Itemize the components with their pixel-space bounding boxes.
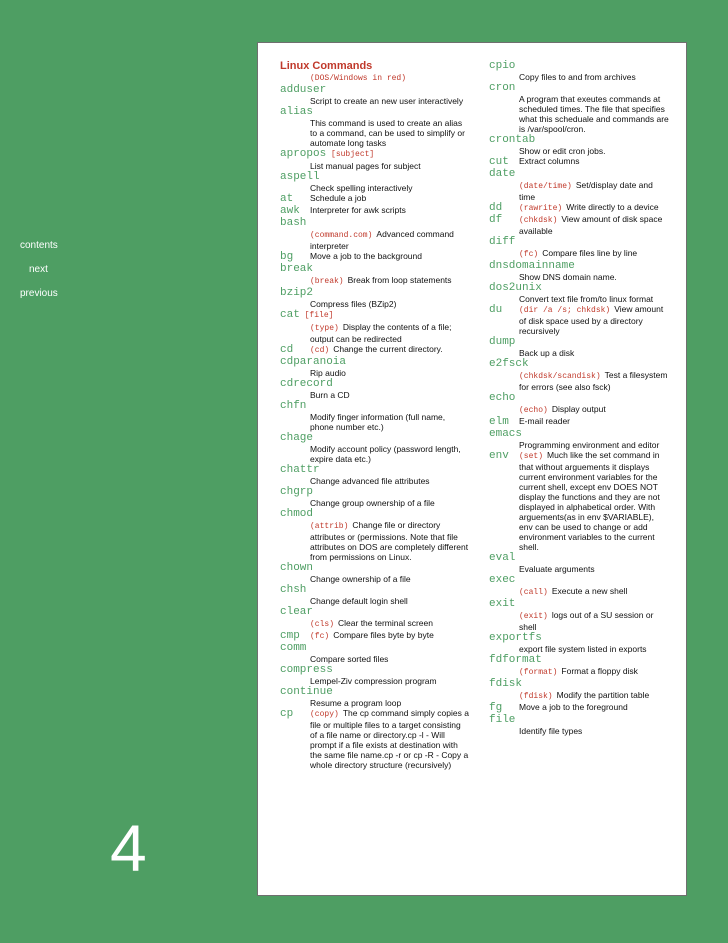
description-text: Write directly to a device [566,202,659,212]
command-name: chown [280,562,314,574]
command-entry [280,263,470,287]
command-name: apropos [subject] [280,148,375,160]
command-description [519,202,659,214]
command-name: chage [280,432,314,444]
command-name: file [489,714,516,726]
command-entry [489,358,669,392]
command-entry [489,632,669,654]
command-description [519,146,669,156]
command-entry [280,400,470,432]
command-entry [280,630,470,642]
command-description [310,161,470,171]
command-entry [489,598,669,632]
description-text: Convert text file from/to linux format [519,294,654,304]
command-description [519,72,669,82]
command-entry [280,508,470,562]
command-entry [489,260,669,282]
description-text: Identify file types [519,726,583,736]
command-name: bash [280,217,307,229]
command-description [310,251,422,261]
description-text: Change default login shell [310,596,408,606]
dos-equivalent: (echo) [519,406,548,415]
command-sheet [257,42,687,896]
description-text: Script to create an new user interactively [310,96,464,106]
command-description [310,193,366,203]
command-name: crontab [489,134,536,146]
description-text: Show DNS domain name. [519,272,617,282]
description-text: Rip audio [310,368,346,378]
command-description [310,96,470,106]
description-text: Modify finger information (full name, phone number etc.) [310,412,446,432]
command-description [310,596,470,606]
command-description [310,275,470,287]
page-number: 4 [110,811,147,885]
command-entry [489,654,669,678]
description-text: Burn a CD [310,390,350,400]
description-text: Compress files (BZip2) [310,299,397,309]
command-name: alias [280,106,314,118]
command-description [310,205,406,215]
command-name: dump [489,336,516,348]
command-description [519,294,669,304]
command-entry [280,356,470,378]
command-description [519,644,669,654]
description-text: Schedule a job [310,193,367,203]
command-description [310,698,470,708]
command-name: e2fsck [489,358,529,370]
command-name: chattr [280,464,320,476]
command-name: continue [280,686,333,698]
command-name: at [280,193,294,205]
command-name: env [489,450,509,462]
command-description [519,702,628,712]
command-description [310,444,470,464]
command-name: elm [489,416,509,428]
command-entry [280,309,470,344]
description-text: Set/display date and time [519,180,653,202]
command-name: dos2unix [489,282,542,294]
command-entry [280,148,470,171]
command-name: fg [489,702,503,714]
description-text: Move a job to the foreground [519,702,628,712]
description-text: Change ownership of a file [310,574,411,584]
command-name: emacs [489,428,523,440]
command-description [519,348,669,358]
command-description [519,564,669,574]
command-entry [489,60,669,82]
command-name: chgrp [280,486,314,498]
command-entry [489,678,669,702]
command-name: aspell [280,171,320,183]
command-description [310,322,470,344]
command-description [310,676,470,686]
description-text: Execute a new shell [551,586,628,596]
command-description [310,618,470,630]
command-description [310,229,470,251]
command-name: df [489,214,503,226]
command-entry [280,344,470,356]
dos-equivalent: (cls) [310,620,335,629]
description-text: Back up a disk [519,348,575,358]
command-description [519,272,669,282]
command-name: cut [489,156,509,168]
command-parameter: [subject] [326,150,375,159]
command-name: bg [280,251,294,263]
description-text: Move a job to the background [310,251,422,261]
dos-equivalent: (type) [310,324,339,333]
command-name: cron [489,82,516,94]
command-description [519,404,669,416]
description-text: Test a filesystem for errors (see also fsck) [519,370,668,392]
command-description [310,299,470,309]
command-entry [489,156,669,168]
right-column [489,60,669,736]
command-name: fdformat [489,654,542,666]
command-description [519,416,570,426]
command-parameter: [file] [299,311,334,320]
command-name: cat [file] [280,309,334,321]
description-text: Change file or directory attributes or (permissions. Note that file attributes on DOS are completely different from permissions on Linux. [310,520,469,562]
command-entry [489,82,669,134]
command-name: cpio [489,60,516,72]
command-description [519,248,669,260]
command-entry [489,282,669,304]
command-entry [489,450,669,552]
command-description [519,666,669,678]
command-name: awk [280,205,300,217]
description-text: Programming environment and editor [519,440,660,450]
dos-equivalent: (break) [310,277,344,286]
command-entry [280,171,470,193]
command-name: exit [489,598,516,610]
command-description [310,412,470,432]
command-name: diff [489,236,516,248]
command-entry [489,702,669,714]
description-text: Lempel-Ziv compression program [310,676,437,686]
description-text: Interpreter for awk scripts [310,205,406,215]
description-text: Compare sorted files [310,654,389,664]
command-entry [280,464,470,486]
command-entry [280,193,470,205]
dos-equivalent: (call) [519,588,548,597]
command-description [310,708,470,770]
description-text: Format a floppy disk [561,666,638,676]
dos-equivalent: (rawrite) [519,204,563,213]
command-name: break [280,263,314,275]
command-name: cp [280,708,294,720]
command-entry [489,134,669,156]
command-entry [489,236,669,260]
command-entry [280,378,470,400]
command-description [519,690,669,702]
command-entry [280,205,470,217]
command-entry [489,574,669,598]
command-entry [280,584,470,606]
description-text: Evaluate arguments [519,564,595,574]
command-entry [280,486,470,508]
description-text: Display the contents of a file; output can be redirected [310,322,452,344]
command-name: compress [280,664,333,676]
description-text: export file system listed in exports [519,644,647,654]
command-name: cmp [280,630,300,642]
description-text: List manual pages for subject [310,161,421,171]
command-entry [280,686,470,708]
command-name: cd [280,344,294,356]
command-entry [489,336,669,358]
command-description [519,610,669,632]
description-text: Change group ownership of a file [310,498,435,508]
left-column [280,60,470,770]
description-text: logs out of a SU session or shell [519,610,654,632]
description-text: The cp command simply copies a file or multiple files to a target consisting of a file name or directory.cp -l - Will prompt if a file exists at destination with the same file name.cp -r or cp -R - Copy a whole directory structure (recursively) [310,708,469,770]
description-text: Check spelling interactively [310,183,413,193]
description-text: Resume a program loop [310,698,402,708]
dos-equivalent: (fc) [519,250,539,259]
command-description [310,520,470,562]
dos-equivalent: (set) [519,452,544,461]
command-entry [280,562,470,584]
command-description [519,586,669,598]
description-text: Break from loop statements [347,275,452,285]
command-entry [489,202,669,214]
command-entry [489,214,669,236]
nav-next-link[interactable]: next [29,264,48,275]
command-name: du [489,304,503,316]
nav-contents-link[interactable]: contents [20,240,58,251]
command-entry [489,392,669,416]
dos-equivalent: (dir /a /s; chkdsk) [519,306,611,315]
command-entry [489,416,669,428]
document-title: Linux Commands [280,60,373,72]
dos-equivalent: (date/time) [519,182,572,191]
command-description [310,368,470,378]
dos-equivalent: (fc) [310,632,330,641]
command-entry [280,708,470,770]
command-name: cdparanoia [280,356,347,368]
description-text: Modify account policy (password length, expire data etc.) [310,444,461,464]
command-entry [280,217,470,251]
command-name: dd [489,202,503,214]
command-name: fdisk [489,678,523,690]
command-entry [489,428,669,450]
command-entry [280,606,470,630]
command-description [519,440,669,450]
command-name: date [489,168,516,180]
description-text: Modify the partition table [556,690,650,700]
description-text: Show or edit cron jobs. [519,146,606,156]
command-name: clear [280,606,314,618]
command-description [310,344,443,356]
dos-equivalent: (fdisk) [519,692,553,701]
document-subtitle: (DOS/Windows in red) [310,74,407,83]
dos-equivalent: (copy) [310,710,339,719]
command-description [519,726,669,736]
command-entry [280,251,470,263]
command-name: comm [280,642,307,654]
command-entry [489,714,669,736]
command-description [519,304,669,336]
description-text: Compare files byte by byte [333,630,434,640]
command-description [310,183,470,193]
description-text: Copy files to and from archives [519,72,636,82]
command-description [310,390,470,400]
command-description [519,156,579,166]
description-text: Compare files line by line [542,248,638,258]
command-description [310,574,470,584]
command-name: eval [489,552,516,564]
description-text: Change the current directory. [333,344,443,354]
description-text: View amount of disk space available [519,214,663,236]
dos-equivalent: (chkdsk) [519,216,558,225]
dos-equivalent: (cd) [310,346,330,355]
description-text: A program that exeutes commands at scheduled times. The file that specifies what this scheduale and commands are is /var/spool/cron. [519,94,669,134]
command-description [519,180,669,202]
command-entry [280,287,470,309]
command-name: chsh [280,584,307,596]
description-text: Display output [551,404,606,414]
dos-equivalent: (command.com) [310,231,373,240]
command-entry [489,168,669,202]
dos-equivalent: (exit) [519,612,548,621]
command-description [519,214,669,236]
command-name: exportfs [489,632,542,644]
command-description [310,476,470,486]
command-name: chfn [280,400,307,412]
description-text: E-mail reader [519,416,571,426]
command-name: adduser [280,84,327,96]
command-entry [489,304,669,336]
command-description [519,450,669,552]
command-entry [280,642,470,664]
command-entry [280,106,470,148]
description-text: View amount of disk space used by a directory recursively [519,304,664,336]
command-description [310,630,434,642]
command-description [310,498,470,508]
nav-previous-link[interactable]: previous [20,288,58,299]
description-text: This command is used to create an alias to a command, can be used to simplify or automate long tasks [310,118,465,148]
description-text: Extract columns [519,156,580,166]
dos-equivalent: (attrib) [310,522,349,531]
command-entry [489,552,669,574]
dos-equivalent: (format) [519,668,558,677]
command-name: bzip2 [280,287,314,299]
command-entry [280,432,470,464]
command-name: dnsdomainname [489,260,575,272]
dos-equivalent: (chkdsk/scandisk) [519,372,601,381]
command-name: chmod [280,508,314,520]
command-entry [280,84,470,106]
command-description [310,118,470,148]
command-description [310,654,470,664]
command-description [519,94,669,134]
description-text: Advanced command interpreter [310,229,454,251]
command-name: echo [489,392,516,404]
description-text: Change advanced file attributes [310,476,430,486]
command-name: exec [489,574,516,586]
command-description [519,370,669,392]
command-name: cdrecord [280,378,333,390]
command-entry [280,664,470,686]
description-text: Clear the terminal screen [338,618,433,628]
description-text: Much like the set command in that without arguements it displays current environment variables for the current shell, except env DOES NOT display the functions and they are not displayed in alphabetical order. With arguements(as in env $VARIABLE), env can be used to change or add environment variables to the current shell. [519,450,660,552]
